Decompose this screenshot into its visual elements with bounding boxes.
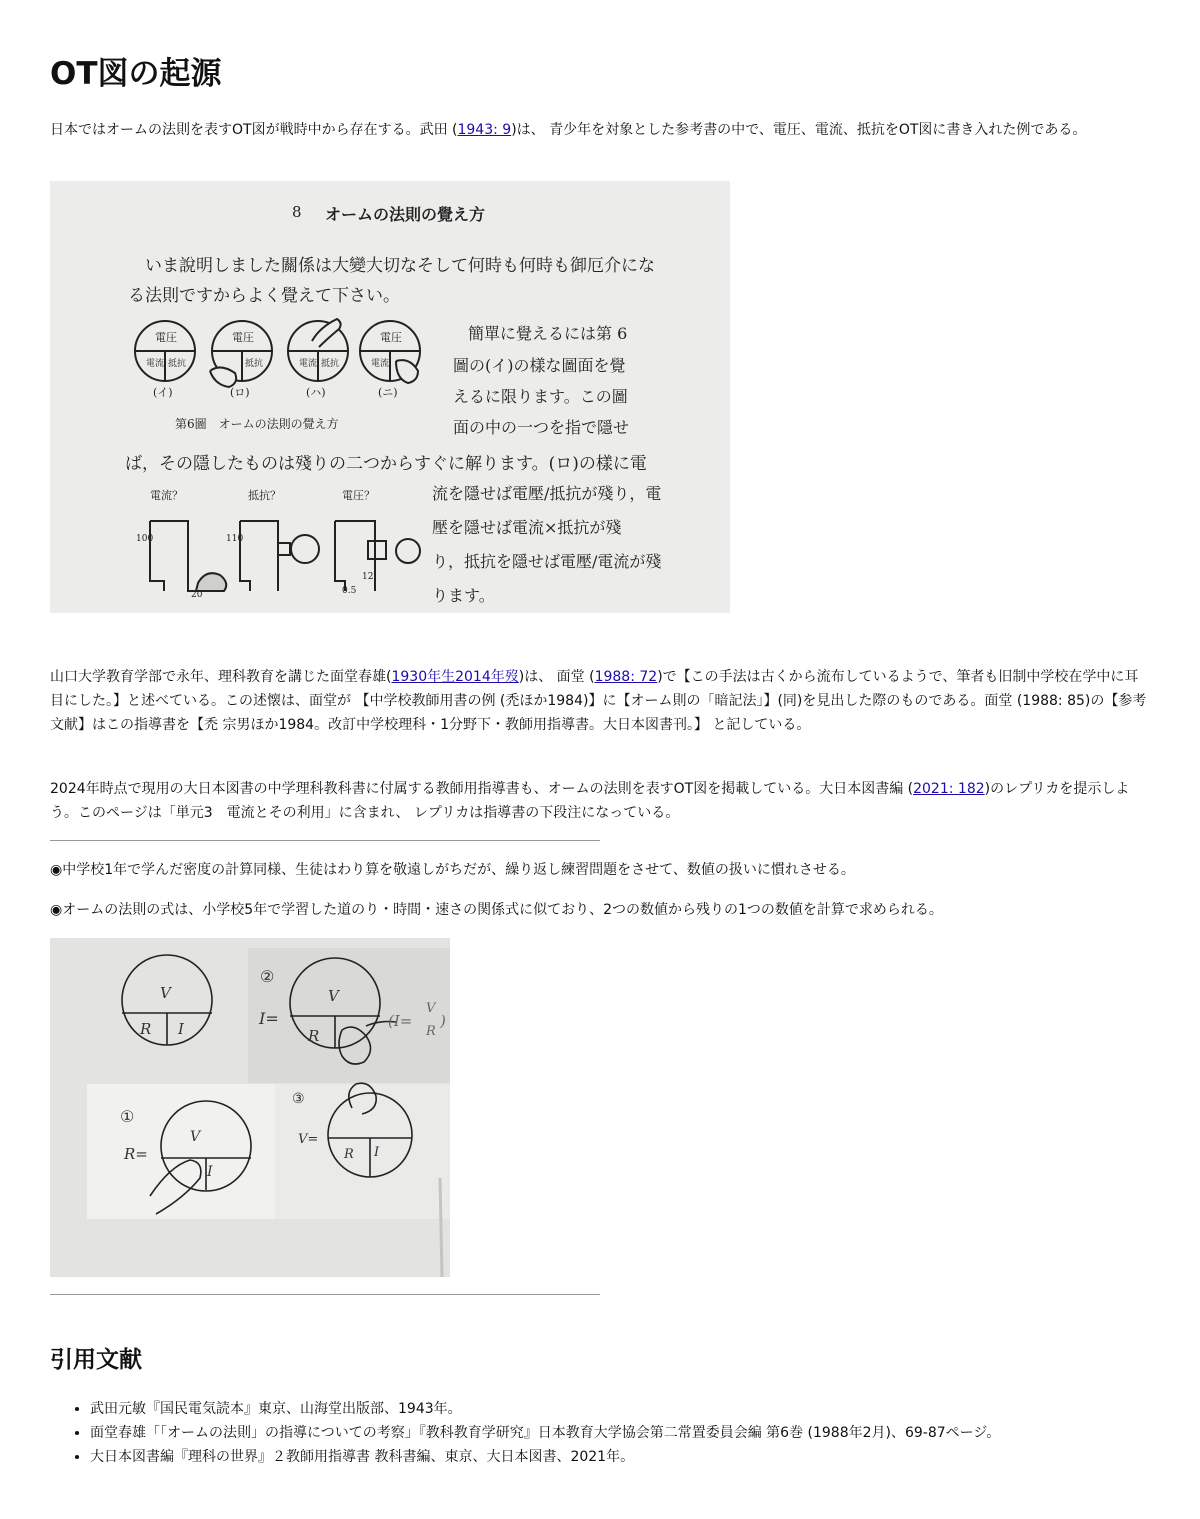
- eq-r: R=: [124, 1145, 148, 1163]
- i-1: I: [178, 1020, 184, 1038]
- c1-right: 抵抗: [168, 359, 187, 369]
- c4-left: 電流: [371, 359, 390, 369]
- frac-prefix: (I=: [388, 1012, 413, 1030]
- divider-top: [50, 840, 600, 841]
- q-current: 電流？: [150, 489, 183, 502]
- c2-label: (ロ): [230, 386, 250, 399]
- c1-left: 電流: [146, 359, 165, 369]
- references-heading: 引用文献: [50, 1347, 142, 1373]
- frac-den: R: [426, 1024, 436, 1039]
- reference-item: • 大日本図書編『理科の世界』２教師用指導書 教科書編、東京、大日本図書、2021年。: [90, 1445, 1170, 1469]
- c3-label: (ハ): [306, 386, 326, 399]
- scan1-line-wide: ば，その隱したものは殘りの二つからすぐに解ります。(ロ)の樣に電: [125, 454, 647, 474]
- reference-item: • 面堂春雄「「オームの法則」の指導についての考察」『教科教育学研究』日本教育大学協会第二常置委員会編 第6巻 (1988年2月)、69-87ページ。: [90, 1421, 1170, 1445]
- c2-top: 電圧: [232, 331, 254, 344]
- scan1-header-num: 8: [292, 203, 302, 221]
- num-1: ①: [120, 1107, 135, 1126]
- r-4: R: [344, 1147, 354, 1162]
- svg-text:110: 110: [226, 534, 244, 544]
- r-1: R: [140, 1020, 152, 1038]
- page-title: OT図の起源: [50, 56, 222, 92]
- scan1-line2: る法則ですからよく覺えて下さい。: [128, 286, 400, 306]
- scan1-right-1: 簡單に覺えるには第 6: [468, 324, 628, 343]
- num-3: ③: [292, 1091, 305, 1107]
- teacher-guide-replica: [50, 938, 450, 1277]
- references-list: [50, 1397, 1170, 1469]
- mendo-paragraph: 山口大学教育学部で永年、理科教育を講じた面堂春雄(1930年生2014年歿)は、 面堂 (1988: 72)で【この手法は古くから流布しているようで、筆者も旧制中学校在学中に耳目にした。】と述べている。この述懐は、面堂が 【中学校教師用書の例 (禿ほか1984)】に【オーム則の「暗記法」】(同)を見出した際のものである。面堂 (1988: 85)の【参考文献】はこの指導書を【禿 宗男ほか1984。改訂中学校理科・1分野下・教師用指導書。大日本図書刊。】 と記している。: [50, 669, 1147, 733]
- i-4: I: [374, 1145, 380, 1160]
- divider-bottom: [50, 1294, 600, 1295]
- scan1-right-2: 圖の(イ)の樣な圖面を覺: [453, 356, 626, 375]
- citation-link-2021[interactable]: 2021: 182: [913, 781, 985, 797]
- citation-link-1943[interactable]: 1943: 9: [457, 122, 512, 138]
- scan1-caption: 第6圖 オームの法則の覺え方: [175, 417, 339, 431]
- citation-link-1988[interactable]: 1988: 72: [594, 669, 658, 685]
- frac-suffix: ): [440, 1012, 446, 1030]
- book-scan-1943: [50, 181, 730, 613]
- dainippon-paragraph: 2024年時点で現用の大日本図書の中学理科教科書に付属する教師用指導書も、オームの法則を表すOT図を掲載している。大日本図書編 (2021: 182)のレプリカを提示しよう。このページは「単元3 電流とその利用」に含まれ、 レプリカは指導書の下段注になっている。: [50, 781, 1130, 821]
- c1-label: (イ): [153, 386, 173, 399]
- scan1-lower-4: ります。: [432, 586, 495, 605]
- scan1-header-title: オームの法則の覺え方: [325, 205, 486, 224]
- eq-i: I=: [259, 1009, 279, 1028]
- i-3: I: [207, 1164, 213, 1180]
- q-voltage: 電圧？: [342, 489, 375, 502]
- scan1-lower-2: 壓を隱せば電流×抵抗が殘: [432, 518, 622, 537]
- c4-top: 電圧: [380, 331, 402, 344]
- scan1-right-4: 面の中の一つを指で隱せ: [453, 418, 630, 437]
- num-2: ②: [260, 967, 275, 986]
- scan1-line1: いま說明しました關係は大變大切なそして何時も何時も御厄介にな: [145, 256, 655, 276]
- c3-right: 抵抗: [321, 359, 340, 369]
- v-3: V: [190, 1129, 201, 1145]
- scan1-lower-3: り，抵抗を隱せば電壓/電流が殘: [432, 552, 662, 571]
- note-ohm-formula: ◉オームの法則の式は、小学校5年で学習した道のり・時間・速さの関係式に似ており、2つの数値から残りの1つの数値を計算で求められる。: [50, 902, 943, 918]
- c1-top: 電圧: [155, 331, 177, 344]
- note-density: ◉中学校1年で学んだ密度の計算同様、生徒はわり算を敬遠しがちだが、繰り返し練習問題をさせて、数値の扱いに慣れさせる。: [50, 862, 855, 878]
- scan1-lower-1: 流を隱せば電壓/抵抗が殘り，電: [432, 484, 662, 503]
- citation-link-mendo-life[interactable]: 1930年生2014年歿: [391, 669, 519, 685]
- c2-right: 抵抗: [245, 359, 264, 369]
- c3-left: 電流: [299, 359, 318, 369]
- v-1: V: [160, 984, 171, 1002]
- svg-text:100: 100: [136, 534, 154, 544]
- c4-label: (ニ): [378, 386, 398, 399]
- eq-v: V=: [298, 1132, 319, 1147]
- frac-num: V: [426, 1001, 436, 1016]
- v-2: V: [328, 987, 339, 1005]
- r-2: R: [308, 1027, 320, 1045]
- reference-item: • 武田元敏『国民電気読本』東京、山海堂出版部、1943年。: [90, 1397, 1170, 1421]
- q-resistance: 抵抗？: [248, 489, 281, 502]
- svg-text:20: 20: [191, 590, 203, 600]
- svg-text:12: 12: [362, 572, 374, 582]
- svg-text:0.5: 0.5: [342, 586, 357, 596]
- intro-paragraph: 日本ではオームの法則を表すOT図が戦時中から存在する。武田 (1943: 9)は、 青少年を対象とした参考書の中で、電圧、電流、抵抗をOT図に書き入れた例である。: [50, 122, 1087, 138]
- scan1-right-3: えるに限ります。この圖: [453, 387, 628, 406]
